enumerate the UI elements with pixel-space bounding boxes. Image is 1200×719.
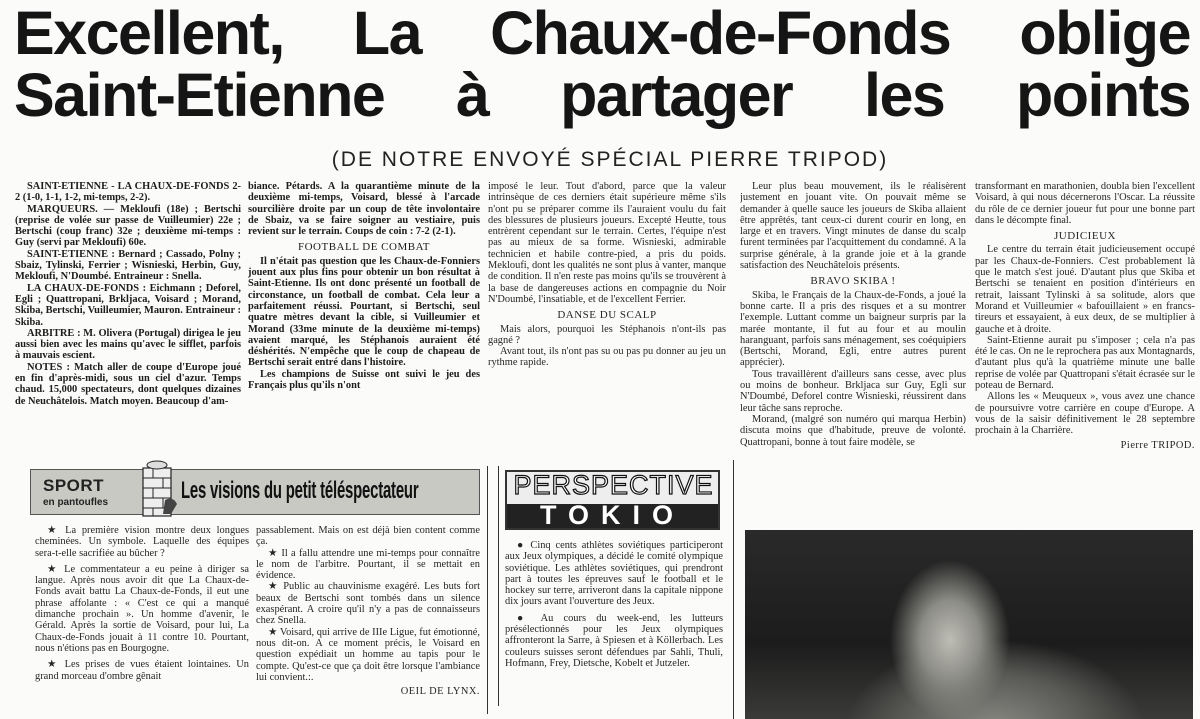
article-paragraph: Allons les « Meuqueux », vous avez une chance de poursuivre votre carrière en coupe d'Europe. A vous de la saisir définitivement le 28 septembre prochain à la Charrière. — [975, 391, 1195, 437]
article-paragraph: ★ Les prises de vues étaient lointaines. Un grand morceau d'ombre gênait — [35, 659, 249, 682]
article-paragraph: ★ Il a fallu attendre une mi-temps pour connaître le nom de l'arbitre. Pourtant, il se mettait en évidence. — [256, 547, 480, 582]
article-paragraph: NOTES : Match aller de coupe d'Europe joué en fin d'après-midi, sous un ciel d'azur. Temps chaud. 15,000 spectateurs, dont quelques dizaines de Neuchâtelois. Match moyen. Beaucoup d'am- — [15, 361, 241, 407]
section-subheading: DANSE DU SCALP — [557, 309, 657, 322]
article-paragraph: ★ Public au chauvinisme exagéré. Les buts fort beaux de Bertschi sont tombés dans un silence exaspérant. A croire qu'il n'y a pas de connaisseurs chez Snella. — [256, 581, 480, 627]
article-column-5 — [975, 181, 1195, 526]
author-signature: Pierre TRIPOD. — [1120, 439, 1195, 451]
headline-line-1: Excellent, La Chaux-de-Fonds oblige — [14, 0, 1190, 67]
article-paragraph: imposé le leur. Tout d'abord, parce que la valeur intrinsèque de ces derniers était supérieure même s'ils n'ont pu se préparer comme ils l'auraient voulu du fait des blessures de plusieurs joueurs. Excepté Heutte, tous entrèrent cependant sur le terrain. Certes, l'équipe n'est pas au mieux de sa forme. Wisnieski, admirable technicien et habile contre-pied, a pris du poids. Mekloufi, dont les qualités ne sont plus à vanter, manque de condition. Il n'en reste pas moins qu'ils se trouvèrent à la base de dangereuses actions en compagnie du Noir N'Doumbé, l'insatiable, et de l'excellent Ferrier. — [488, 181, 726, 305]
article-paragraph: Avant tout, ils n'ont pas su ou pas pu donner au jeu un rythme rapide. — [488, 346, 726, 369]
author-signature: OEIL DE LYNX. — [400, 686, 480, 698]
article-column-2 — [248, 181, 480, 466]
player-photo — [745, 530, 1193, 719]
article-paragraph: LA CHAUX-DE-FONDS : Eichmann ; Deforel, Egli ; Quattropani, Brkljaca, Voisard ; Morand, Skiba, Bertschi, Vuilleumier, Mauron. Entraineur : Skiba. — [15, 282, 241, 328]
tv-column-1 — [35, 525, 249, 719]
article-column-4 — [740, 181, 966, 531]
article-paragraph: Tous travaillèrent d'ailleurs sans cesse, avec plus ou moins de bonheur. Brkljaca sur Guy, Egli sur N'Doumbé, Deforel contre Wisnieski, réussirent dans leur tâche sans reproche. — [740, 368, 966, 414]
article-paragraph: transformant en marathonien, doubla bien l'excellent Voisard, à qui nous décernerons l'Oscar. La réussite du rôle de ce dernier joueur fut pour une bonne part dans le décompte final. — [975, 181, 1195, 226]
article-column-3 — [488, 181, 726, 471]
article-paragraph: SAINT-ETIENNE - LA CHAUX-DE-FONDS 2-2 (1-0, 1-1, 1-2, mi-temps, 2-2). — [15, 181, 241, 204]
article-paragraph: ● Au cours du week-end, les lutteurs présélectionnés pour les Jeux olympiques affronteront la Sarre, à Spiesen et à Köllerbach. Les couleurs suisses seront défendues par Sahli, Thuli, Hofmann, Frey, Dietsche, Kobelt et Jutzeler. — [505, 612, 723, 669]
article-paragraph: Il n'était pas question que les Chaux-de-Fonniers jouent aux plus fins pour obtenir un bon résultat à Saint-Etienne. Ils ont donc présenté un football de circonstance, un football de combat. Cela leur a parfaitement réussi. Pourtant, si Bertschi, seul quatre mètres devant la cible, si Vuilleumier et Morand (33me minute de la deuxième mi-temps) avaient marqué, les Stéphanois auraient été déshérités. N'empêche que le coup de chapeau de Bertschi serait entré dans l'histoire. — [248, 255, 480, 369]
article-paragraph: ★ Voisard, qui arrive de IIIe Ligue, fut émotionné, nous dit-on. A ce moment précis, le Voisard en question expédiait un homme au tapis pour le compte. Qu'est-ce que ça doit être lorsque l'ambiance lui convient.:. — [256, 626, 480, 683]
article-paragraph: Saint-Etienne aurait pu s'imposer ; cela n'a pas été le cas. On ne le reprochera pas aux Montagnards, d'autant plus qu'à la quatrième minute une balle reprise de volée par Quattropani s'était écrasée sur le poteau de Bernard. — [975, 334, 1195, 392]
article-paragraph: SAINT-ETIENNE : Bernard ; Cassado, Polny ; Sbaiz, Tylinski, Ferrier ; Wisnieski, Herbin, Guy, Mekloufi, N'Doumbé. Entraineur : Snella. — [15, 248, 241, 283]
column-divider — [733, 460, 734, 719]
sport-box-title: Les visions du petit téléspectateur — [181, 477, 419, 504]
article-paragraph: ● Cinq cents athlètes soviétiques participeront aux Jeux olympiques, a décidé le comité olympique soviétique. Les athlètes soviétiques, qui prendront part à toutes les épreuves sauf le football et le hockey sur terre, arriveront dans la capitale nippone dix jours avant l'ouverture des Jeux. — [505, 540, 723, 608]
article-paragraph: Leur plus beau mouvement, ils le réalisèrent justement en jouant vite. On pouvait même se demander à quelle sauce les joueurs de Skiba allaient être apprêtés, tant ceux-ci durent courir en long, en large et en travers. Vingt minutes de danse du scalp furent terminées par l'acquittement du condamné. A la surprise générale, à la grande joie et à la grande satisfaction des Neuchâtelois présents. — [740, 181, 966, 272]
article-paragraph: Les champions de Suisse ont suivi le jeu des Français plus qu'ils n'ont — [248, 368, 480, 392]
article-paragraph: MARQUEURS. — Mekloufi (18e) ; Bertschi (reprise de volée sur passe de Vuilleumier) 22e ; Bertschi (coup franc) 32e ; deuxième mi-temps : Guy (servi par Mekloufi) 60e. — [15, 203, 241, 249]
article-paragraph: passablement. Mais on est déjà bien content comme ça. — [256, 525, 480, 548]
perspective-tokio-logo — [505, 470, 720, 530]
article-paragraph: biance. Pétards. A la quarantième minute de la deuxième mi-temps, Voisard, blessé à l'arcade sourcilière droite par un coup de tête involontaire de Sbaiz, va se faire soigner au vestiaire, puis revient sur le terrain. Coups de coin : 7-2 (2-1). — [248, 181, 480, 238]
article-paragraph: Skiba, le Français de la Chaux-de-Fonds, a joué la bonne carte. Il a pris des risques et a su montrer l'exemple. Luttant comme un baigneur surpris par la marée montante, il fut au four et au moulin haranguant, parfois sans ménagement, ses coéquipiers (Bertschi, Morand, Egli, entre autres purent apprécier). — [740, 289, 966, 369]
byline-subtitle: (DE NOTRE ENVOYÉ SPÉCIAL PIERRE TRIPOD) — [331, 148, 889, 171]
section-subheading: BRAVO SKIBA ! — [810, 275, 896, 288]
article-paragraph: Le centre du terrain était judicieusement occupé par les Chaux-de-Fonniers. C'est probablement là que le match s'est joué. D'autant plus que Skiba et Bertschi se tenaient en position d'intérieurs en retrait, laissant Tylinski à sa solitude, alors que Morand et Vuilleumier « bafouillaient » en francs-tireurs et essayaient, à eux deux, de se multiplier à gauche et à droite. — [975, 244, 1195, 335]
column-divider — [487, 466, 488, 714]
sport-label: SPORT — [43, 476, 105, 495]
article-paragraph: ★ Le commentateur a eu peine à diriger sa langue. Après nous avoir dit que La Chaux-de-Fonds avait battu La Chaux-de-Fonds, il eut une phrase affolante : « C'est ce qui a manqué dimanche prochain ». Un homme d'avenir, le Gérald. Après la sortie de Voisard, pour lui, La Chaux-de-Fonds jouait à 11 contre 10. Pourtant, nous n'étions pas en Bourgogne. — [35, 563, 249, 654]
perspective-label: PERSPECTIVE — [513, 470, 714, 500]
article-paragraph: Morand, (malgré son numéro qui marqua Herbin) discuta moins que d'habitude, preuve de volonté. Quattropani, bonne à tout faire modèle, se — [740, 413, 966, 448]
article-paragraph: ARBITRE : M. Olivera (Portugal) dirigea le jeu aussi bien avec les mains qu'avec le sifflet, parfois à mauvais escient. — [15, 327, 241, 362]
headline-line-2: Saint-Etienne à partager les points — [14, 61, 1190, 129]
section-subheading: FOOTBALL DE COMBAT — [297, 241, 431, 254]
article-paragraph: ★ La première vision montre deux longues cheminées. Un symbole. Laquelle des équipes sera-t-elle sacrifiée au bûcher ? — [35, 525, 249, 559]
tv-column-2 — [256, 525, 480, 715]
tokio-label: TOKIO — [539, 500, 685, 530]
article-column-1 — [15, 181, 241, 466]
section-subheading: JUDICIEUX — [1054, 230, 1116, 243]
column-divider — [498, 466, 499, 706]
sport-sub-label: en pantoufles — [43, 497, 109, 508]
chimney-illustration-icon — [139, 460, 179, 520]
sport-en-pantoufles-header — [30, 469, 480, 515]
perspective-tokio-column — [505, 540, 723, 715]
article-paragraph: Mais alors, pourquoi les Stéphanois n'ont-ils pas gagné ? — [488, 323, 726, 346]
